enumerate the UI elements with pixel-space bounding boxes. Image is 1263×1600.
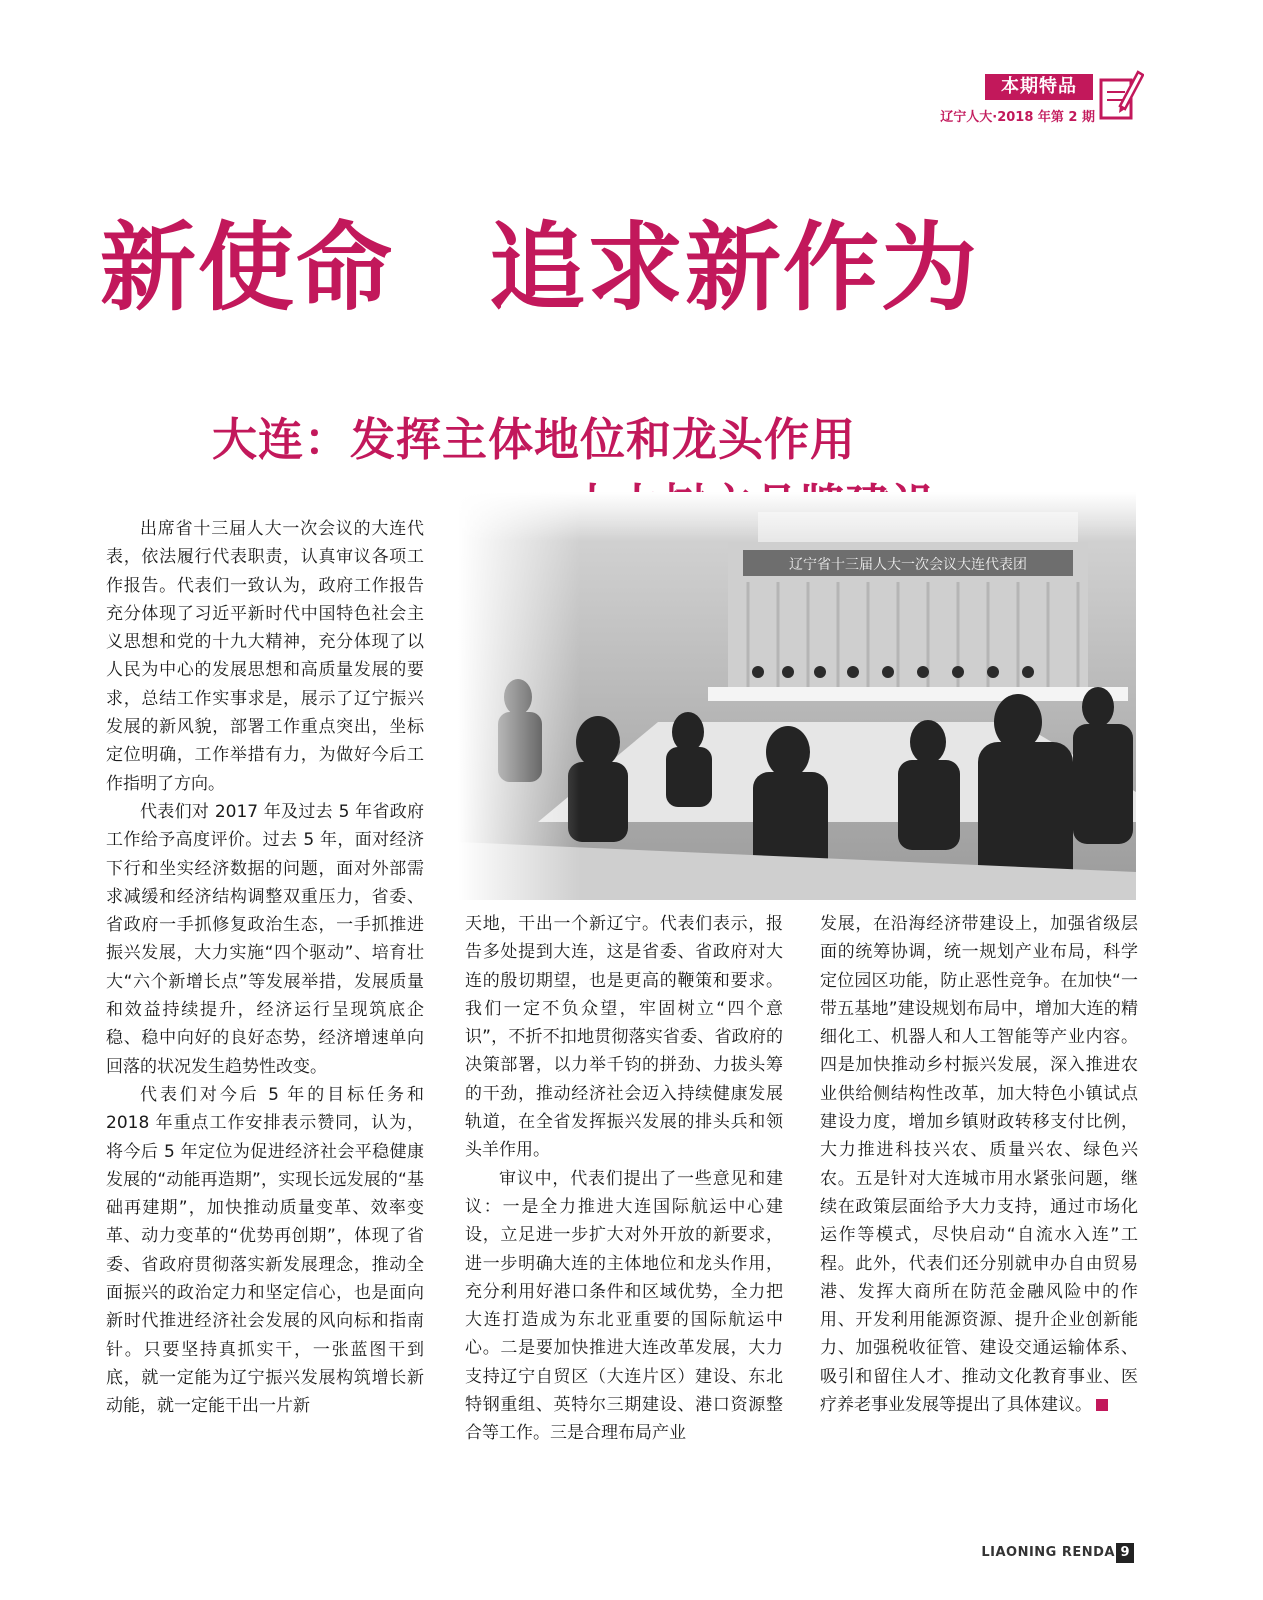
section-tag: 本期特品 (985, 74, 1093, 100)
paragraph-last (820, 910, 1138, 1419)
paragraph: 天地，干出一个新辽宁。代表们表示，报告多处提到大连，这是省委、省政府对大连的殷切期望，也是更高的鞭策和要求。我们一定不负众望，牢固树立“四个意识”，不折不扣地贯彻落实省委、省政府的决策部署，以力举千钧的拼劲、力拔头筹的干劲，推动经济社会迈入持续健康发展轨道，在全省发挥振兴发展的排头兵和领头羊作用。 (465, 914, 783, 1161)
issue-label: 辽宁人大·2018 年第 2 期 (940, 110, 1095, 125)
meeting-photo (458, 492, 1136, 900)
article-column-2 (465, 910, 783, 1448)
subtitle-line1: 大连：发挥主体地位和龙头作用 (212, 413, 857, 466)
paragraph: 代表们对 2017 年及过去 5 年省政府工作给予高度评价。过去 5 年，面对经济下行和坐实经济数据的问题，面对外部需求减缓和经济结构调整双重压力，省委、省政府一手抓修复政治生态，一手抓推进振兴发展，大力实施“四个驱动”、培育壮大“六个新增长点”等发展举措，发展质量和效益持续提升，经济运行呈现筑底企稳、稳中向好的良好态势，经济增速单向回落的状况发生趋势性改变。 (106, 801, 424, 1077)
end-mark-icon (1096, 1399, 1108, 1411)
article-column-3 (820, 910, 1138, 1419)
paragraph: 代表们对今后 5 年的目标任务和 2018 年重点工作安排表示赞同，认为，将今后 5 年定位为促进经济社会平稳健康发展的“动能再造期”，实现长远发展的“基础再建期”，加快推动质量变革、效率变革、动力变革的“优势再创期”，体现了省委、省政府贯彻落实新发展理念，推动全面振兴的政治定力和坚定信心，也是面向新时代推进经济社会发展的风向标和指南针。只要坚持真抓实干，一张蓝图干到底，就一定能为辽宁振兴发展构筑增长新动能，就一定能干出一片新 (106, 1084, 424, 1417)
main-title-part2: 追求新作为 (489, 212, 979, 324)
page-number: 9 (1116, 1543, 1134, 1563)
article-column-1 (106, 515, 424, 1421)
paragraph: 审议中，代表们提出了一些意见和建议：一是全力推进大连国际航运中心建设，立足进一步扩大对外开放的新要求，进一步明确大连的主体地位和龙头作用，充分利用好港口条件和区域优势，全力把大连打造成为东北亚重要的国际航运中心。二是要加快推进大连改革发展，大力支持辽宁自贸区（大连片区）建设、东北特钢重组、英特尔三期建设、港口资源整合等工作。三是合理布局产业 (465, 1168, 783, 1444)
paragraph-text: 发展，在沿海经济带建设上，加强省级层面的统筹协调，统一规划产业布局，科学定位园区功能，防止恶性竞争。在加快“一带五基地”建设规划布局中，增加大连的精细化工、机器人和人工智能等产业内容。四是加快推动乡村振兴发展，深入推进农业供给侧结构性改革，加大特色小镇试点建设力度，增加乡镇财政转移支付比例，大力推进科技兴农、质量兴农、绿色兴农。五是针对大连城市用水紧张问题，继续在政策层面给予大力支持，通过市场化运作等模式，尽快启动“自流水入连”工程。此外，代表们还分别就申办自由贸易港、发挥大商所在防范金融风险中的作用、开发利用能源资源、提升企业创新能力、加强税收征管、建设交通运输体系、吸引和留住人才、推动文化教育事业、医疗养老事业发展等提出了具体建议。 (820, 914, 1138, 1416)
main-title-part1: 新使命 (100, 212, 394, 324)
paragraph: 出席省十三届人大一次会议的大连代表，依法履行代表职责，认真审议各项工作报告。代表们一致认为，政府工作报告充分体现了习近平新时代中国特色社会主义思想和党的十九大精神，充分体现了以人民为中心的发展思想和高质量发展的要求，总结工作实事求是，展示了辽宁振兴发展的新风貌，部署工作重点突出，坐标定位明确，工作举措有力，为做好今后工作指明了方向。 (106, 519, 424, 794)
magazine-name: LIAONING RENDA (981, 1545, 1115, 1560)
main-title (100, 208, 1060, 328)
pencil-icon (1098, 66, 1144, 122)
